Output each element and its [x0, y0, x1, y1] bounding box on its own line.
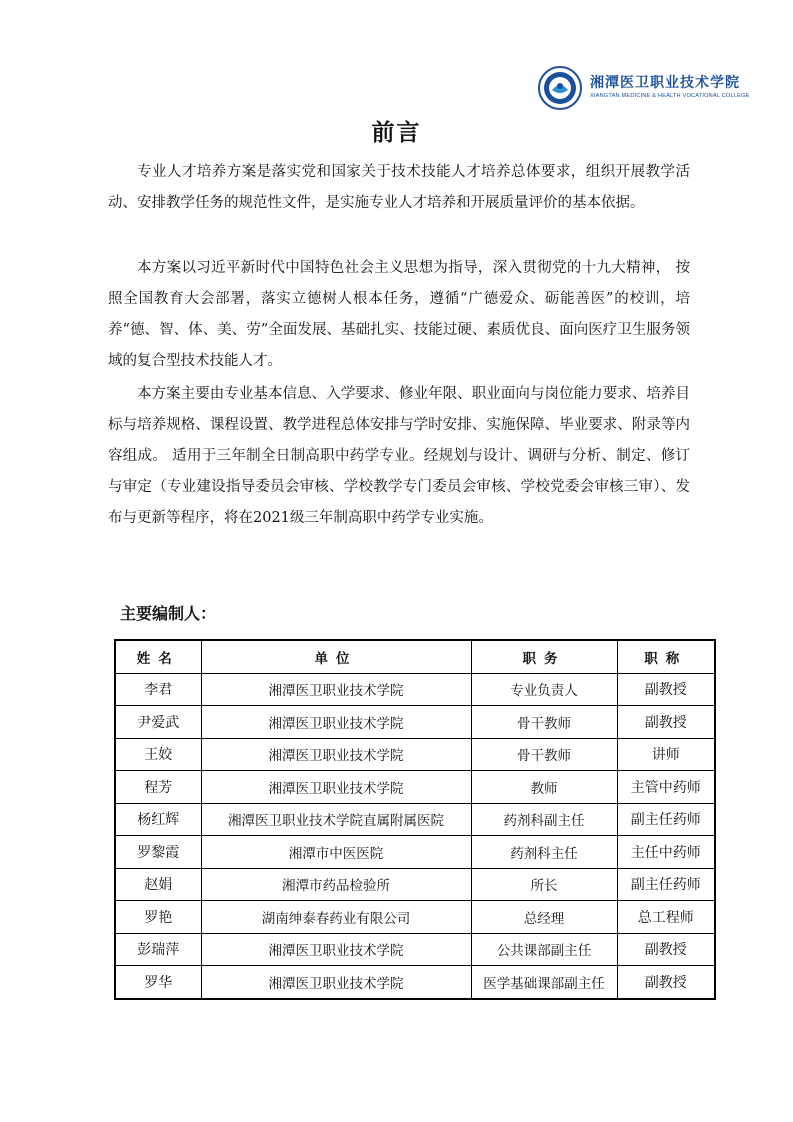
cell-rank: 副教授: [617, 966, 715, 999]
cell-rank: 副主任药师: [617, 803, 715, 836]
college-logo: [538, 66, 750, 110]
table-row: [115, 901, 715, 934]
header-title: 职称: [617, 640, 715, 673]
cell-post: 专业负责人: [471, 673, 617, 706]
cell-rank: 副教授: [617, 933, 715, 966]
header-post: 职务: [471, 640, 617, 673]
college-seal-icon: [538, 66, 582, 110]
cell-rank: 主任中药师: [617, 836, 715, 869]
cell-name: 罗黎霞: [115, 836, 201, 869]
table-row: [115, 933, 715, 966]
cell-org: 湘潭医卫职业技术学院: [201, 706, 471, 739]
cell-org: 湘潭医卫职业技术学院: [201, 673, 471, 706]
editors-table: [114, 639, 716, 1000]
cell-name: 李君: [115, 673, 201, 706]
cell-post: 骨干教师: [471, 738, 617, 771]
cell-rank: 总工程师: [617, 901, 715, 934]
cell-rank: 讲师: [617, 738, 715, 771]
college-name-cn: 湘潭医卫职业技术学院: [590, 75, 740, 92]
cell-org: 湘潭医卫职业技术学院: [201, 966, 471, 999]
cell-name: 罗艳: [115, 901, 201, 934]
cell-org: 湘潭市药品检验所: [201, 868, 471, 901]
table-row: [115, 836, 715, 869]
header-name: 姓名: [115, 640, 201, 673]
cell-post: 骨干教师: [471, 706, 617, 739]
cell-org: 湘潭医卫职业技术学院: [201, 738, 471, 771]
table-row: [115, 803, 715, 836]
table-row: [115, 706, 715, 739]
table-row: [115, 673, 715, 706]
page-title: 前言: [371, 120, 422, 146]
table-row: [115, 966, 715, 999]
cell-name: 彭瑞萍: [115, 933, 201, 966]
paragraph-2: 本方案以习近平新时代中国特色社会主义思想为指导，深入贯彻党的十九大精神， 按照全国教育大会部署，落实立德树人根本任务，遵循“广德爱众、砺能善医”的校训，培养“德、智、体、美、劳”全面发展、基础扎实、技能过硬、素质优良、面向医疗卫生服务领域的复合型技术技能人才。: [108, 260, 690, 369]
table-row: [115, 738, 715, 771]
cell-org: 湘潭医卫职业技术学院: [201, 771, 471, 804]
cell-post: 医学基础课部副主任: [471, 966, 617, 999]
table-row: [115, 868, 715, 901]
section-label: 主要编制人：: [120, 604, 217, 623]
cell-org: 湘潭医卫职业技术学院: [201, 933, 471, 966]
cell-rank: 主管中药师: [617, 771, 715, 804]
cell-post: 公共课部副主任: [471, 933, 617, 966]
paragraph-3: 本方案主要由专业基本信息、入学要求、修业年限、职业面向与岗位能力要求、培养目标与培养规格、课程设置、教学进程总体安排与学时安排、实施保障、毕业要求、附录等内容组成。 适用于三年制全日制高职中药学专业。经规划与设计、调研与分析、制定、修订与审定（专业建设指导委员会审核、学校教学专门委员会审核、学校党委会审核三审）、发布与更新等程序，将在2021级三年制高职中药学专业实施。: [108, 386, 690, 526]
table-row: [115, 771, 715, 804]
cell-name: 程芳: [115, 771, 201, 804]
paragraph-1: 专业人才培养方案是落实党和国家关于技术技能人才培养总体要求，组织开展教学活动、安排教学任务的规范性文件，是实施专业人才培养和开展质量评价的基本依据。: [108, 164, 690, 211]
cell-org: 湘潭市中医医院: [201, 836, 471, 869]
header-org: 单位: [201, 640, 471, 673]
cell-name: 杨红辉: [115, 803, 201, 836]
cell-post: 药剂科副主任: [471, 803, 617, 836]
cell-org: 湖南绅泰春药业有限公司: [201, 901, 471, 934]
cell-name: 罗华: [115, 966, 201, 999]
cell-post: 总经理: [471, 901, 617, 934]
cell-name: 王姣: [115, 738, 201, 771]
cell-org: 湘潭医卫职业技术学院直属附属医院: [201, 803, 471, 836]
cell-rank: 副教授: [617, 673, 715, 706]
cell-post: 药剂科主任: [471, 836, 617, 869]
cell-name: 尹爱武: [115, 706, 201, 739]
cell-post: 所长: [471, 868, 617, 901]
cell-name: 赵娟: [115, 868, 201, 901]
cell-rank: 副教授: [617, 706, 715, 739]
college-name-en: XIANGTAN MEDICINE & HEALTH VOCATIONAL COLLEGE: [590, 93, 750, 100]
table-header-row: [115, 640, 715, 673]
cell-post: 教师: [471, 771, 617, 804]
cell-rank: 副主任药师: [617, 868, 715, 901]
